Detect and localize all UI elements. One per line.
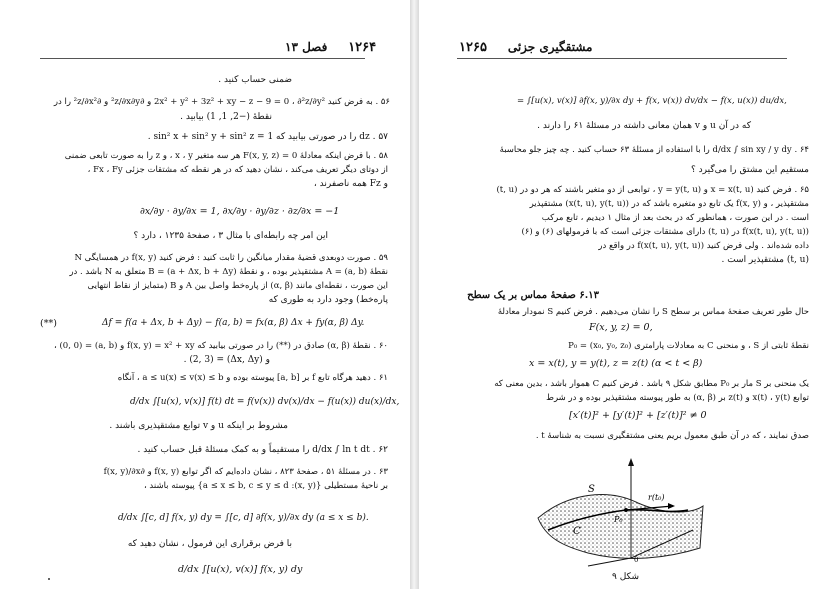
label-origin: 0 — [634, 556, 639, 564]
equation-surface: F(x, y, z) = 0, — [589, 322, 653, 333]
left-page-number: ۱۲۶۴ — [348, 40, 377, 55]
figure-caption: شکل ۹ — [612, 572, 640, 582]
left-line: این صورت ، نقطه‌ای مانند (α, β) از پاره‌خط واصل بین A و B (متمایز از نقاط انتهایی — [87, 281, 388, 291]
left-line: و Fz همه ناصفرند ، — [313, 179, 388, 189]
right-line: ۶۴ . d/dx ∫ sin xy / y dy را با استفاده از مسئلهٔ ۶۳ حساب کنید . چه چیز جلو محاسبهٔ — [499, 145, 809, 155]
label-s: S — [588, 484, 595, 495]
label-p0: P₀ — [614, 515, 623, 524]
left-line: نقطهٔ (−2, 1, 1) بیابید . — [180, 112, 272, 122]
left-line: و (Δx, Δy) = (2, 3) . — [183, 355, 270, 365]
equation-top: = ∫[u(x), v(x)] ∂f(x, y)/∂x dy + f(x, v(x)) dv/dx − f(x, u(x)) du/dx, — [517, 96, 787, 106]
equation-59: Δf = f(a + Δx, b + Δy) − f(a, b) = fx(α, β) Δx + fy(α, β) Δy. — [102, 318, 365, 328]
right-line: نقطهٔ ثابتی از S ، و منحنی C به معادلات پارامتری P₀ = (x₀, y₀, z₀) — [568, 341, 809, 351]
right-line: صدق نمایند ، که در آن طبق معمول بریم یعنی مشتقگیری نسبت به شناسهٔ t . — [535, 431, 809, 441]
label-c: C — [573, 526, 581, 537]
label-r-t0: r(t₀) — [648, 493, 665, 502]
left-line: از دوتای دیگر تعریف می‌کند ، نشان دهید که در هر نقطه که مشتقات جزئی Fx ، Fy ، — [87, 165, 388, 175]
equation-59-tag: (**) — [40, 318, 57, 329]
equation-63: d/dx ∫[c, d] f(x, y) dy = ∫[c, d] ∂f(x, y)/∂x dy (a ≤ x ≤ b). — [118, 513, 369, 523]
x-axis — [588, 558, 631, 566]
left-line: ۶۳ . در مسئلهٔ ۵۱ ، صفحهٔ ۸۲۳ ، نشان داده‌ایم که اگر توابع f(x, y) و ∂f(x, y)/∂x — [103, 467, 388, 477]
tangent-arrow — [668, 503, 675, 509]
right-header-rule — [457, 58, 787, 59]
right-line: (t, u) مشتقپذیر است . — [721, 255, 809, 265]
equation-param: x = x(t), y = y(t), z = z(t) (α < t < β) — [529, 358, 703, 369]
left-line: ۵۸ . با فرض اینکه معادلهٔ F(x, y, z) = 0 هر سه متغیر x ، y ، و z را به صورت تابعی ضمنی — [64, 151, 388, 161]
left-line: بر ناحیهٔ مستطیلی {(x, y): a ≤ x ≤ b, c ≤ y ≤ d} پیوسته باشند ، — [143, 481, 388, 491]
left-line: ۵۶ . به فرض کنید 2x² + y² + 3z² + xy − z − 9 = 0 ، ∂²z/∂y² و ∂²z/∂x∂y و ∂²z/∂x² را در — [53, 97, 390, 107]
left-line: ۶۱ . دهید هرگاه تابع f بر [a, b] پیوسته بوده و a ≤ u(x) ≤ v(x) ≤ b ، آنگاه — [117, 373, 388, 383]
left-chapter-title: فصل ۱۳ — [285, 40, 328, 54]
left-line: پاره‌خط) وجود دارد به طوری که — [268, 295, 388, 305]
right-line: داده شده‌اند . ولی فرض کنید f(x(t, u), y(t, u)) در واقع در — [598, 241, 809, 251]
book-gutter — [410, 0, 419, 589]
left-line: ۵۷ . dz را در صورتی بیابید که sin² x + sin² y + sin² z = 1 . — [147, 132, 388, 142]
right-header — [459, 40, 592, 55]
right-line: توابع x(t) ، y(t) و z(t) بر (α, β) به طور پیوسته مشتقپذیر بوده و در شرط — [546, 393, 809, 403]
left-line: ضمنی حساب کنید . — [218, 75, 292, 85]
surface-shape — [538, 495, 703, 559]
equation-cond: [x′(t)]² + [y′(t)]² + [z′(t)]² ≠ 0 — [569, 410, 707, 421]
z-axis-arrow — [628, 458, 634, 466]
right-line: است . در این صورت ، همانطور که در بحث بعد از مثال ۱ دیدیم ، تابع مرکب — [541, 213, 809, 223]
left-line: ۶۰ . نقطهٔ (α, β) صادق در (**) را در صورتی بیابید که f(x, y) = x² + xy و (a, b) = (0, 0) ، — [54, 341, 388, 351]
section-heading: ۶.۱۳ صفحهٔ مماس بر یک سطح — [467, 290, 599, 301]
equation-61: d/dx ∫[u(x), v(x)] f(t) dt = f(v(x)) dv(x)/dx − f(u(x)) du(x)/dx, — [130, 397, 400, 407]
left-line: ۵۹ . صورت دوبعدی قضیهٔ مقدار میانگین را ثابت کنید : فرض کنید f(x, y) در همسایگی N — [74, 253, 388, 263]
right-line: f(x(t, u), y(t, u)) در (t, u) دارای مشتقات جزئی است که با فرمولهای (۶) و (۶) — [521, 227, 809, 237]
equation-58: ∂x/∂y · ∂y/∂x = 1, ∂x/∂y · ∂y/∂z · ∂z/∂x = −1 — [140, 206, 340, 217]
figure-9-surface-diagram — [528, 458, 708, 568]
left-line: ۶۲ . d/dx ∫ ln t dt را مستقیماً و به کمک مسئلهٔ قبل حساب کنید . — [137, 445, 388, 455]
left-line: مشروط بر اینکه u و v توابع مشتقپذیری باشند . — [109, 421, 288, 431]
right-line: مشتقپذیر ، و f(x, y) یک تابع دو متغیره باشد که در (x(t, u), y(t, u)) مشتقپذیر — [529, 199, 809, 209]
left-header — [285, 40, 376, 55]
equation-63b: d/dx ∫[u(x), v(x)] f(x, y) dy — [178, 564, 303, 575]
right-line: مستقیم این مشتق را می‌گیرد ؟ — [691, 165, 809, 175]
left-page — [0, 0, 410, 589]
left-line: با فرض برقراری این فرمول ، نشان دهید که — [127, 539, 292, 549]
right-page-number: ۱۲۶۵ — [459, 40, 487, 55]
left-line: نقطهٔ A = (a, b) مشتقپذیر بوده ، و نقطهٔ B = (a + Δx, b + Δy) متعلق به N باشد . در — [69, 267, 388, 277]
right-line: یک منحنی بر S مار بر P₀ مطابق شکل ۹ باشد . فرض کنیم C هموار باشد ، بدین معنی که — [494, 379, 809, 389]
right-line: حال طور تعریف صفحهٔ مماس بر سطح S را نشان می‌دهیم . فرض کنیم S نمودار معادلهٔ — [497, 307, 809, 317]
left-header-rule — [40, 58, 365, 59]
right-line: ۶۵ . فرض کنید x = x(t, u) و y = y(t, u) ، توابعی از دو متغیر باشند که هر دو در (t, u) — [496, 185, 809, 195]
right-chapter-title: مشتقگیری جزئی — [507, 40, 593, 54]
right-line: که در آن u و v همان معانی داشته در مسئلهٔ ۶۱ را دارند . — [537, 121, 751, 131]
left-line: این امر چه رابطه‌ای با مثال ۳ ، صفحهٔ ۱۲۳۵ ، دارد ؟ — [133, 231, 328, 241]
page-mark — [48, 578, 50, 580]
